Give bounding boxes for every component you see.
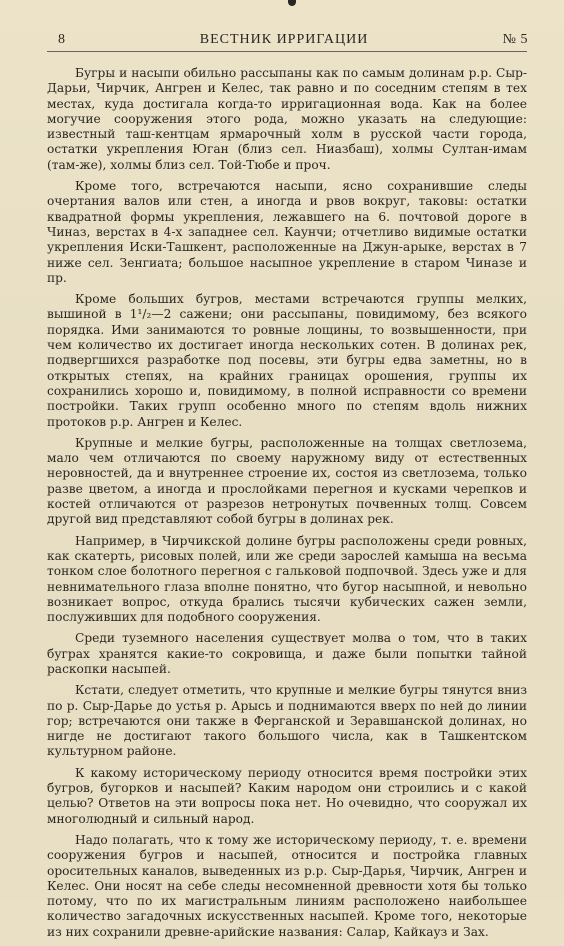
- paragraph: К какому историческому периоду относится время постройки этих бугров, бугорков и насыпей? Каким народом они строились и с какой целью? Ответов на эти вопросы пока нет. Но очевидно, что сооружал их многолюдный и сильный народ.: [47, 765, 527, 826]
- running-header: [58, 32, 528, 50]
- paragraph: Кроме больших бугров, местами встречаются группы мелких, вышиной в 1¹/₂—2 сажени; они рассыпаны, повидимому, без всякого порядка. Ими занимаются то ровные лощины, то возвышенности, при чем количество их достигает иногда нескольких сотен. В долинах рек, подвергшихся разработке под посевы, эти бугры едва заметны, но в открытых степях, на крайних границах орошения, группы их сохранились хорошо и, повидимому, в полной исправности со времени постройки. Таких групп особенно много по степям вдоль нижних протоков р.р. Ангрен и Келес.: [47, 292, 527, 429]
- paragraph: Среди туземного населения существует молва о том, что в таких буграх хранятся какие-то сокровища, и даже были попытки тайной раскопки насыпей.: [47, 631, 527, 676]
- body-text: [47, 66, 527, 946]
- page-number: 8: [58, 32, 66, 47]
- journal-title: ВЕСТНИК ИРРИГАЦИИ: [199, 32, 369, 47]
- ink-dot: [288, 0, 296, 6]
- paragraph: Бугры и насыпи обильно рассыпаны как по самым долинам р.р. Сыр-Дарьи, Чирчик, Ангрен и Келес, так равно и по соседним степям в тех местах, куда достигала когда-то ирригационная вода. Как на более могучие сооружения этого рода, можно указать на следующие: известный таш-кентцам ярмарочный холм в русской части города, остатки укрепления Юган (близ сел. Ниазбаш), холмы Султан-имам (там-же), холмы близ сел. Той-Тюбе и проч.: [47, 66, 527, 172]
- header-rule: [47, 51, 527, 52]
- paragraph: Кстати, следует отметить, что крупные и мелкие бугры тянутся вниз по р. Сыр-Дарье до устья р. Арысь и поднимаются вверх по ней до линии гор; встречаются они также в Ферганской и Зеравшанской долинах, но нигде не достигают такого большого числа, как в Ташкентском культурном районе.: [47, 683, 527, 759]
- paragraph: Например, в Чирчикской долине бугры расположены среди ровных, как скатерть, рисовых полей, или же среди зарослей камыша на весьма тонком слое болотного перегноя с гальковой подпочвой. Здесь уже и для невнимательного глаза вполне понятно, что бугор насыпной, и невольно возникает вопрос, откуда брались тысячи кубических сажен земли, послуживших для подобного сооружения.: [47, 533, 527, 625]
- paragraph: Кроме того, встречаются насыпи, ясно сохранившие следы очертания валов или стен, а иногда и рвов вокруг, таковы: остатки квадратной формы укрепления, лежавшего на 6. почтовой дороге в Чиназ, верстах в 4-х западнее сел. Каунчи; отчетливо видимые остатки укрепления Иски-Ташкент, расположенные на Джун-арыке, верстах в 7 ниже сел. Зенгиата; большое насыпное укрепление в старом Чиназе и пр.: [47, 179, 527, 285]
- issue-number: № 5: [502, 32, 528, 47]
- paragraph: Надо полагать, что к тому же историческому периоду, т. е. времени сооружения бугров и насыпей, относится и постройка главных оросительных каналов, выведенных из р.р. Сыр-Дарья, Чирчик, Ангрен и Келес. Они носят на себе следы несомненной древности хотя бы только потому, что по их магистральным линиям расположено наибольшее количество загадочных искусственных насыпей. Кроме того, некоторые из них сохранили древне-арийские названия: Салар, Кайкауз и Зах.: [47, 832, 527, 939]
- paragraph: Крупные и мелкие бугры, расположенные на толщах светлозема, мало чем отличаются по своему наружному виду от естественных неровностей, да и внутреннее строение их, состоя из светлозема, только разве цветом, а иногда и прослойками перегноя и кусками черепков и костей отличаются от разрезов нетронутых почвенных толщ. Совсем другой вид представляют собой бугры в долинах рек.: [47, 435, 527, 527]
